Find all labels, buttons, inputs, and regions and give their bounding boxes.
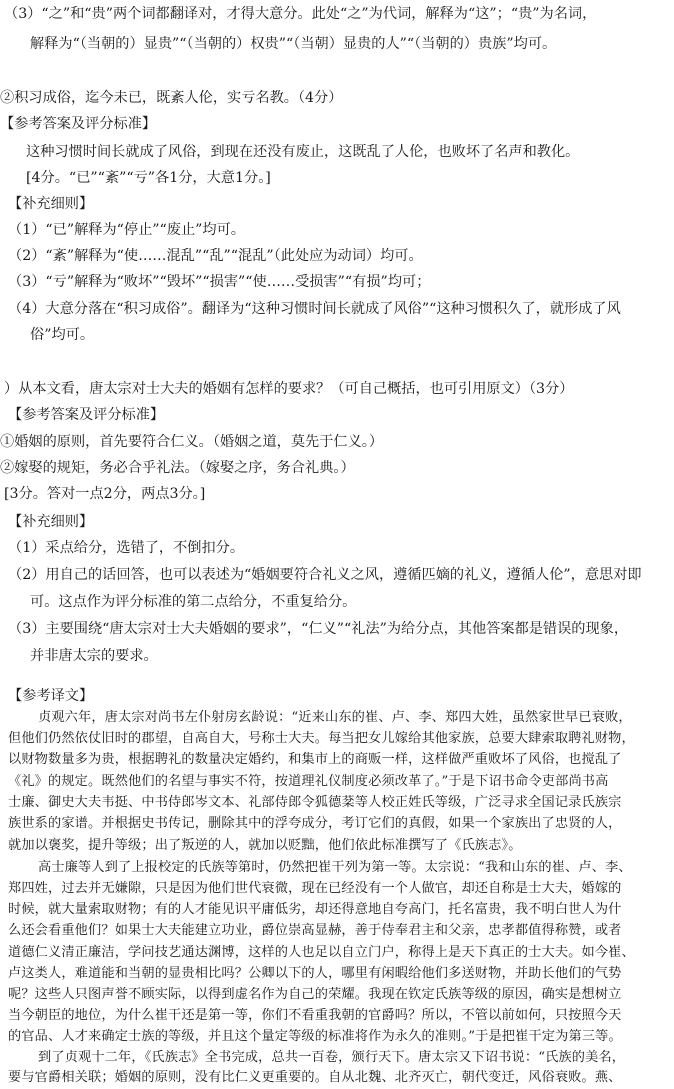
text-line: （3）“之”和“贵”两个词都翻译对，才得大意分。此处“之”为代词，解释为“这”；“贵”为名词， xyxy=(4,6,597,22)
translation-line: 族世系的家谱。并根据史书传记，删除其中的浮夸成分，考订它们的真假，如果一个家族出了忠贤的人， xyxy=(8,816,622,831)
translation-line: 高士廉等人到了上报校定的氏族等第时，仍然把崔干列为第一等。太宗说：“我和山东的崔、卢、李、 xyxy=(38,860,632,875)
rule-item: （3）“亏”解释为“败坏”“毁坏”“损害”“使……受损害”“有损”均可； xyxy=(8,274,431,290)
translation-line: 的官品、人才来确定士族的等级，并且这个量定等级的标准将作为永久的准则。”于是把崔干定为第三等。 xyxy=(8,1029,622,1044)
rule-item: （2）用自己的话回答，也可以表述为“婚姻要符合礼义之风，遵循匹嫡的礼义，遵循人伦”，意思对即 xyxy=(8,567,642,583)
translation-heading: 【参考译文】 xyxy=(8,688,94,704)
rule-item: 可。这点作为评分标准的第二点给分，不重复给分。 xyxy=(30,594,357,610)
translation-line: 当今朝臣的地位，为什么崔干还是第一等，你们不看重我朝的官爵吗？所以，不管以前如何，只按照今天 xyxy=(8,1008,622,1023)
question-2: ②积习成俗，迄今未已，既紊人伦，实亏名教。（4分） xyxy=(0,90,343,106)
scoring-note: [4分。“已”“紊”“亏”各1分，大意1分。] xyxy=(26,170,271,186)
scoring-note: [3分。答对一点2分，两点3分。] xyxy=(4,486,206,502)
translation-line: 以财物数量多为贵，根据聘礼的数量决定婚约，和集市上的商贩一样，这样做严重败坏了风俗，也搅乱了 xyxy=(8,752,622,767)
translation-line: 道德仁义清正廉洁，学问技艺通达渊博，这样的人也足以自立门户，称得上是天下真正的士大夫。如今崔、 xyxy=(8,945,635,960)
translation-line: 贞观六年，唐太宗对尚书左仆射房玄龄说：“近来山东的崔、卢、李、郑四大姓，虽然家世早已衰败， xyxy=(38,710,632,725)
answer-heading: 【参考答案及评分标准】 xyxy=(8,407,165,423)
translation-line: 《礼》的规定。既然他们的名望与事实不符，按道理礼仪制度必须改革了。”于是下诏书命令吏部尚书高 xyxy=(8,774,609,789)
rules-heading: 【补充细则】 xyxy=(8,514,94,530)
rule-item: （3）主要围绕“唐太宗对士大夫婚姻的要求”，“仁义”“礼法”为给分点，其他答案都是错误的现象， xyxy=(8,621,629,637)
answer-heading: 【参考答案及评分标准】 xyxy=(0,116,157,132)
text-line: 解释为“（当朝的）显贵”“（当朝的）权贵”“（当朝）显贵的人”“（当朝的）贵族”均可。 xyxy=(30,36,557,52)
translation-line: 呢？这些人只图声誉不顾实际，以得到虚名作为自己的荣耀。我现在钦定氏族等级的原因，确实是想树立 xyxy=(8,987,622,1002)
translation-line: 就加以褒奖，提升等级；出了叛逆的人，就加以贬黜，他们依此标准撰写了《氏族志》。 xyxy=(8,838,522,853)
rule-item: 俗”均可。 xyxy=(30,327,95,343)
translation-line: 郑四姓，过去并无嫌隙，只是因为他们世代衰微，现在已经没有一个人做官，却还自称是士大夫，婚嫁的 xyxy=(8,881,622,896)
rule-item: （2）“紊”解释为“使……混乱”“乱”“混乱”（此处应为动词）均可。 xyxy=(8,248,423,264)
translation-line: 时候，就大量索取财物；有的人才能见识平庸低劣，却还得意地自夸高门，托名富贵，我不明白世人为什 xyxy=(8,902,622,917)
translation-line: 到了贞观十二年，《氏族志》全书完成，总共一百卷，颁行天下。唐太宗又下诏书说：“氏族的美名， xyxy=(38,1050,626,1065)
question-3: ）从本文看，唐太宗对士大夫的婚姻有怎样的要求？（可自己概括，也可引用原文）（3分） xyxy=(4,381,574,397)
translation-line: 但他们仍然依仗旧时的郡望，自高自大，号称士大夫。每当把女儿嫁给其他家族，总要大肆索取聘礼财物， xyxy=(8,731,635,746)
translation-line: 要与官爵相关联；婚姻的原则，没有比仁义更重要的。自从北魏、北齐灭亡，朝代变迁，风俗衰败。燕、 xyxy=(8,1070,622,1085)
rules-heading: 【补充细则】 xyxy=(8,196,94,212)
rule-item: （4）大意分落在“积习成俗”。翻译为“这种习惯时间长就成了风俗”“这种习惯积久了，就形成了风 xyxy=(8,301,621,317)
answer-text: 这种习惯时间长就成了风俗，到现在还没有废止，这既乱了人伦，也败坏了名声和教化。 xyxy=(26,144,580,160)
rule-item: （1）“已”解释为“停止”“废止”均可。 xyxy=(8,222,245,238)
translation-line: 士廉、御史大夫韦挺、中书侍郎岑文本、礼部侍郎令狐德棻等人校正姓氏等级，广泛寻求全国记录氏族宗 xyxy=(8,795,622,810)
rule-item: （1）采点给分，选错了，不倒扣分。 xyxy=(8,540,245,556)
rule-item: 并非唐太宗的要求。 xyxy=(30,648,158,664)
translation-line: 么还会看重他们？如果士大夫能建立功业，爵位崇高显赫，善于侍奉君主和父亲，忠孝都值得称赞，或者 xyxy=(8,923,622,938)
answer-point: ②嫁娶的规矩，务必合乎礼法。（嫁娶之序，务合礼典。） xyxy=(0,460,355,476)
answer-point: ①婚姻的原则，首先要符合仁义。（婚姻之道，莫先于仁义。） xyxy=(0,434,384,450)
translation-line: 卢这类人，难道能和当朝的显贵相比吗？公卿以下的人，哪里有闲暇给他们多送财物，并助长他们的气势 xyxy=(8,966,622,981)
